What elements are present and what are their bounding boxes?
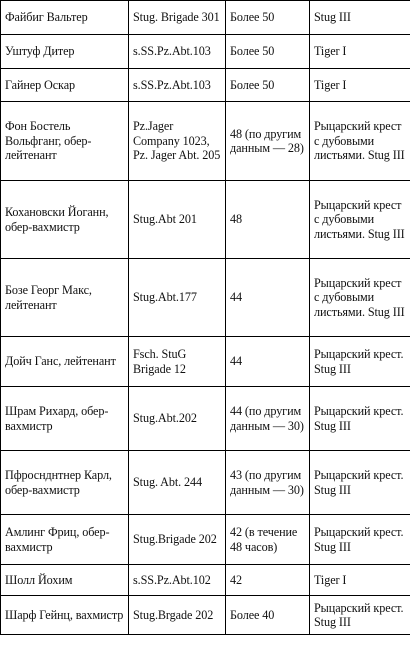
name-cell: Фон Бостель Вольфганг, обер-лейтенант xyxy=(1,102,129,181)
unit-cell: Stug. Brigade 301 xyxy=(129,1,226,35)
awards-cell: Рыцарский крест. Stug III xyxy=(310,387,410,451)
name-cell: Шрам Рихард, обер-вахмистр xyxy=(1,387,129,451)
unit-cell: Stug.Abt 201 xyxy=(129,181,226,259)
victories-cell: Более 50 xyxy=(226,1,310,35)
victories-cell: Более 50 xyxy=(226,35,310,69)
name-cell: Дойч Ганс, лейтенант xyxy=(1,337,129,387)
unit-cell: s.SS.Pz.Abt.102 xyxy=(129,565,226,596)
table-row xyxy=(1,259,410,337)
unit-cell: Pz.Jager Company 1023, Pz. Jager Abt. 205 xyxy=(129,102,226,181)
awards-cell: Рыцарский крест. Stug III xyxy=(310,515,410,565)
table-row xyxy=(1,35,410,69)
name-cell: Бозе Георг Макс, лейтенант xyxy=(1,259,129,337)
table-row xyxy=(1,337,410,387)
name-cell: Гайнер Оскар xyxy=(1,69,129,102)
unit-cell: Fsch. StuG Brigade 12 xyxy=(129,337,226,387)
awards-cell: Stug III xyxy=(310,1,410,35)
table-row xyxy=(1,1,410,35)
victories-cell: 48 xyxy=(226,181,310,259)
table-row xyxy=(1,451,410,515)
name-cell: Пфроснднтнер Карл, обер-вахмистр xyxy=(1,451,129,515)
table-row xyxy=(1,565,410,596)
victories-cell: Более 40 xyxy=(226,596,310,635)
awards-cell: Tiger I xyxy=(310,565,410,596)
awards-cell: Рыцарский крест с дубовыми листьями. Stug III xyxy=(310,102,410,181)
name-cell: Амлинг Фриц, обер-вахмистр xyxy=(1,515,129,565)
name-cell: Шарф Гейнц, вахмистр xyxy=(1,596,129,635)
unit-cell: Stug.Brgade 202 xyxy=(129,596,226,635)
unit-cell: Stug.Abt.202 xyxy=(129,387,226,451)
table-row xyxy=(1,596,410,635)
unit-cell: s.SS.Pz.Abt.103 xyxy=(129,69,226,102)
table-row xyxy=(1,69,410,102)
awards-cell: Рыцарский крест. Stug III xyxy=(310,451,410,515)
table-row xyxy=(1,387,410,451)
unit-cell: Stug.Abt.177 xyxy=(129,259,226,337)
table-row xyxy=(1,181,410,259)
victories-cell: 44 (по другим данным — 30) xyxy=(226,387,310,451)
victories-cell: 42 (в течение 48 часов) xyxy=(226,515,310,565)
awards-cell: Tiger I xyxy=(310,35,410,69)
name-cell: Шолл Йохим xyxy=(1,565,129,596)
name-cell: Файбиг Вальтер xyxy=(1,1,129,35)
victories-cell: 44 xyxy=(226,337,310,387)
awards-cell: Tiger I xyxy=(310,69,410,102)
name-cell: Уштуф Дитер xyxy=(1,35,129,69)
unit-cell: s.SS.Pz.Abt.103 xyxy=(129,35,226,69)
victories-cell: 48 (по другим данным — 28) xyxy=(226,102,310,181)
table-row xyxy=(1,102,410,181)
victories-cell: 43 (по другим данным — 30) xyxy=(226,451,310,515)
victories-cell: 44 xyxy=(226,259,310,337)
table-row xyxy=(1,515,410,565)
victories-cell: Более 50 xyxy=(226,69,310,102)
awards-cell: Рыцарский крест. Stug III xyxy=(310,337,410,387)
unit-cell: Stug. Abt. 244 xyxy=(129,451,226,515)
awards-cell: Рыцарский крест. Stug III xyxy=(310,596,410,635)
victories-cell: 42 xyxy=(226,565,310,596)
name-cell: Кохановски Йоганн, обер-вахмистр xyxy=(1,181,129,259)
awards-cell: Рыцарский крест с дубовыми листьями. Stug III xyxy=(310,259,410,337)
unit-cell: Stug.Brigade 202 xyxy=(129,515,226,565)
awards-cell: Рыцарский крест с дубовыми листьями. Stug III xyxy=(310,181,410,259)
